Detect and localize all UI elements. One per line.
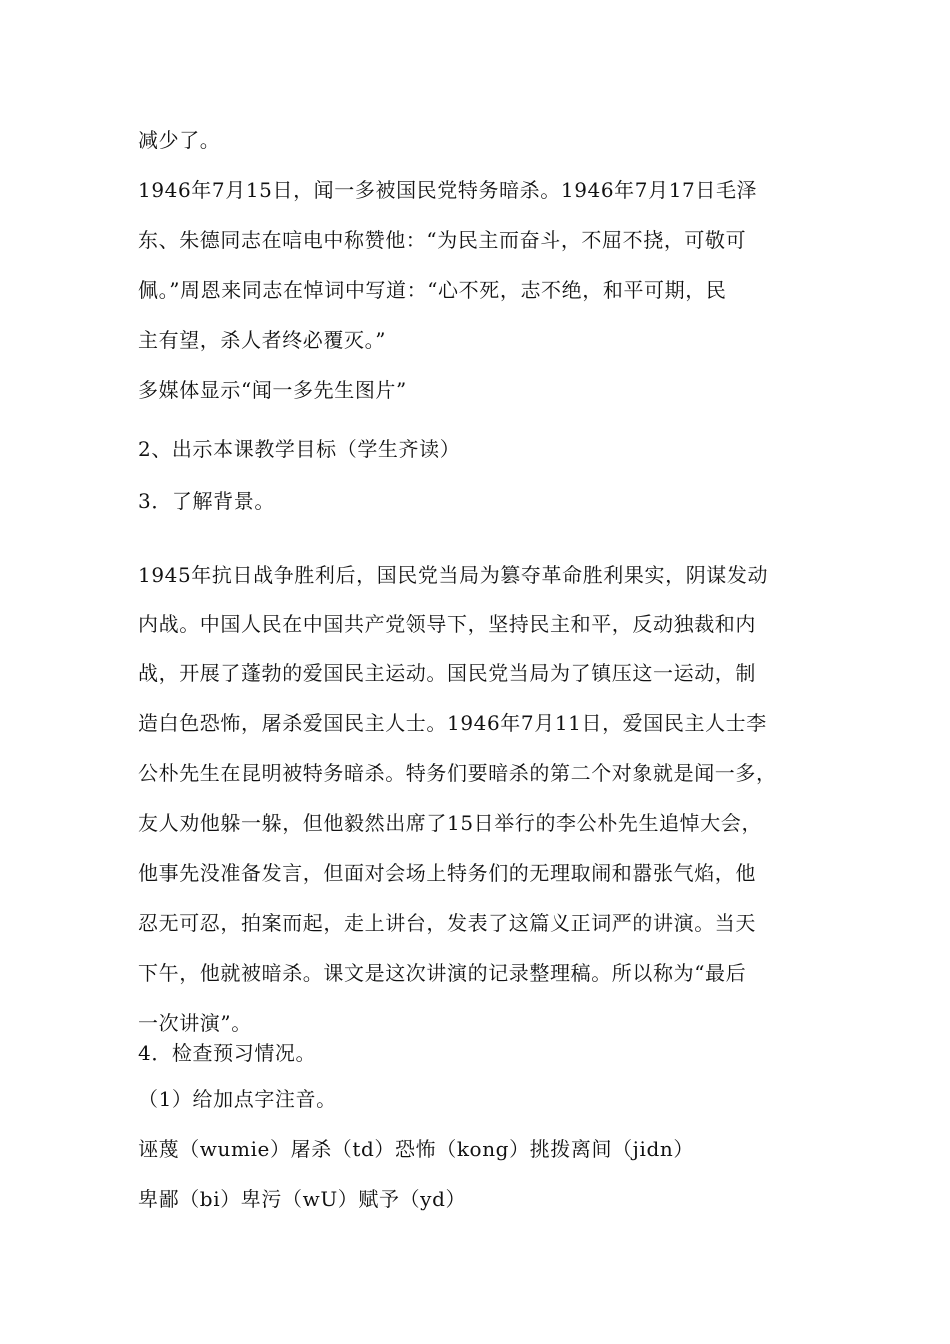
text-line: 诬蔑（wumie）屠杀（td）恐怖（kong）挑拨离间（jidn）	[138, 1137, 694, 1161]
text-line: 友人劝他躲一躲，但他毅然出席了15日举行的李公朴先生追悼大会，	[138, 811, 763, 835]
text-line: 东、朱德同志在唁电中称赞他：“为民主而奋斗，不屈不挠，可敬可	[138, 228, 747, 252]
section-heading: 3．了解背景。	[138, 489, 275, 513]
text-line: 卑鄙（bi）卑污（wU）赋予（yd）	[138, 1187, 467, 1211]
section-heading: 4．检查预习情况。	[138, 1041, 317, 1065]
text-line: 一次讲演”。	[138, 1011, 252, 1035]
text-line: 多媒体显示“闻一多先生图片”	[138, 378, 407, 402]
sub-heading: （1）给加点字注音。	[138, 1087, 337, 1111]
text-line: 减少了。	[138, 128, 221, 152]
text-line: 主有望，杀人者终必覆灭。”	[138, 328, 387, 352]
text-line: 下午，他就被暗杀。课文是这次讲演的记录整理稿。所以称为“最后	[138, 961, 747, 985]
text-line: 佩。”周恩来同志在悼词中写道：“心不死，志不绝，和平可期，民	[138, 278, 727, 302]
text-line: 造白色恐怖，屠杀爱国民主人士。1946年7月11日，爱国民主人士李	[138, 711, 767, 735]
text-line: 忍无可忍，拍案而起，走上讲台，发表了这篇义正词严的讲演。当天	[138, 911, 756, 935]
text-line: 1946年7月15日，闻一多被国民党特务暗杀。1946年7月17日毛泽	[138, 178, 758, 202]
text-line: 他事先没准备发言，但面对会场上特务们的无理取闹和嚣张气焰，他	[138, 861, 756, 885]
section-heading: 2、出示本课教学目标（学生齐读）	[138, 437, 461, 461]
text-line: 战，开展了蓬勃的爱国民主运动。国民党当局为了镇压这一运动，制	[138, 661, 756, 685]
text-line: 公朴先生在昆明被特务暗杀。特务们要暗杀的第二个对象就是闻一多，	[138, 761, 777, 785]
text-line: 1945年抗日战争胜利后，国民党当局为篡夺革命胜利果实，阴谋发动	[138, 563, 769, 587]
text-line: 内战。中国人民在中国共产党领导下，坚持民主和平，反动独裁和内	[138, 612, 756, 636]
